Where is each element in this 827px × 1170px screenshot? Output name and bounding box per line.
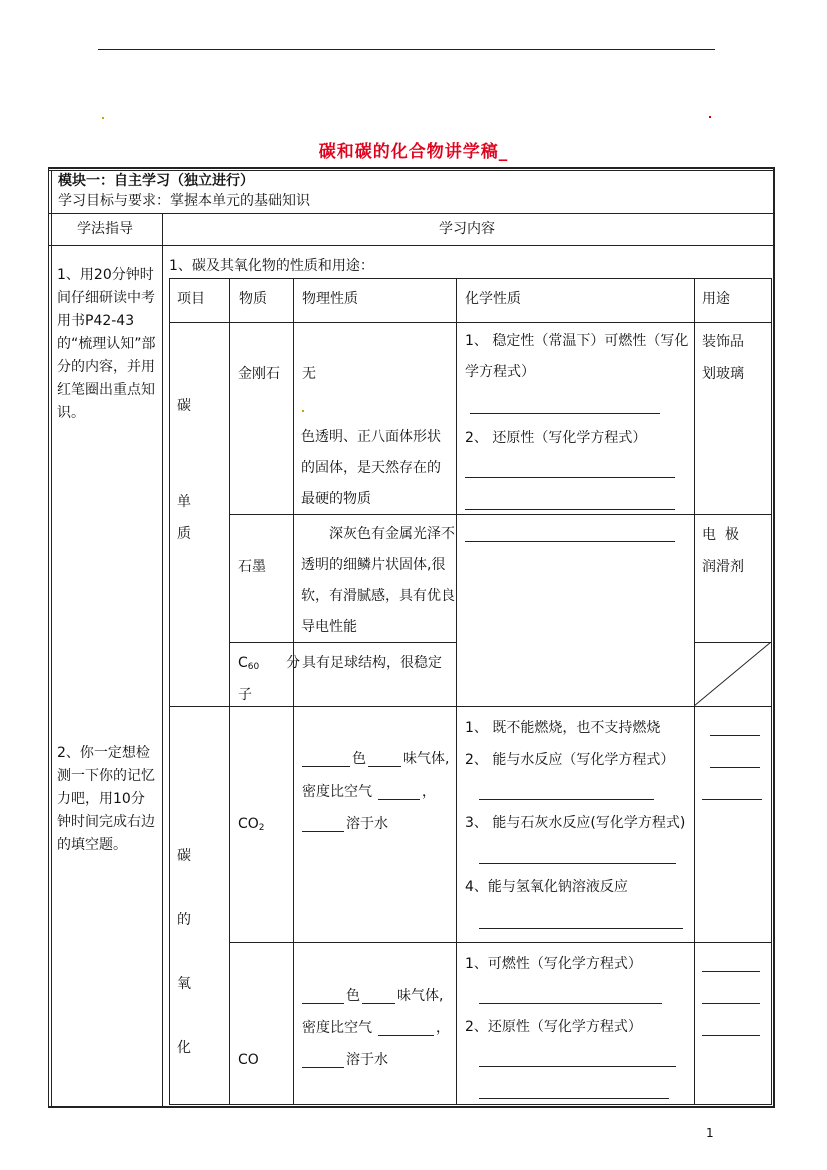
diamond-physical: 色透明、正八面体形状的固体，是天然存在的最硬的物质: [301, 429, 441, 507]
inner-table-border: [169, 278, 772, 279]
page-number: 1: [706, 1126, 714, 1140]
answer-blank: [702, 799, 762, 800]
group-oxide: 氧: [177, 976, 191, 992]
diamond-use: 装饰品: [702, 334, 744, 350]
inner-table-border: [169, 706, 772, 707]
answer-blank: [362, 1003, 395, 1004]
table-border: [48, 170, 775, 171]
group-oxide: 化: [177, 1040, 191, 1056]
inner-table-border: [229, 942, 772, 943]
table-border: [48, 1106, 775, 1108]
substance-co2: [238, 817, 265, 833]
answer-blank: [702, 1035, 760, 1036]
answer-blank: [479, 1003, 662, 1004]
inner-table-border: [169, 1104, 772, 1105]
co2-chem-3: 3、 能与石灰水反应(写化学方程式): [465, 815, 686, 831]
inner-table-border: [229, 278, 230, 1105]
graphite-use: 电 极: [702, 527, 739, 543]
marker-dot: [709, 116, 711, 118]
header-item: 项目: [177, 291, 205, 307]
inner-table-border: [293, 278, 294, 1105]
graphite-use: 润滑剂: [702, 559, 744, 575]
c60-physical: 具有足球结构，很稳定: [302, 655, 442, 671]
substance-c60: 子: [238, 687, 252, 703]
answer-blank: [710, 735, 760, 736]
co2-subscript: 2: [258, 823, 265, 833]
co2-chem-4: 4、能与氢氧化钠溶液反应: [465, 879, 628, 895]
table-border: [48, 245, 775, 246]
diagonal-cell: [694, 642, 772, 707]
header-use: 用途: [702, 291, 730, 307]
co2-physical: ，: [422, 784, 436, 800]
substance-diamond: 金刚石: [238, 366, 280, 382]
diamond-use: 划玻璃: [702, 366, 744, 382]
co-physical: ，: [436, 1020, 450, 1036]
c60-symbol: C: [238, 655, 248, 671]
answer-blank: [302, 1067, 344, 1068]
graphite-physical: 深灰色有金属光泽不透明的细鳞片状固体,很软，有滑腻感，具有优良 导电性能: [301, 526, 455, 635]
group-carbon: 碳: [177, 398, 191, 414]
answer-blank: [479, 863, 676, 864]
guide-step-2: 2、你一定想检测一下你的记忆力吧，用10分钟时间完成右边的填空题。: [57, 745, 155, 853]
col-header-guide: 学法指导: [77, 221, 133, 237]
answer-blank: [465, 541, 675, 542]
answer-blank: [710, 767, 760, 768]
section-heading: 1、碳及其氧化物的性质和用途：: [169, 258, 374, 274]
co-physical: 密度比空气: [302, 1020, 372, 1036]
substance-graphite: 石墨: [238, 559, 266, 575]
table-border: [773, 167, 775, 1108]
table-border: [48, 167, 49, 1108]
header-chemical: 化学性质: [465, 291, 521, 307]
module-goal: 学习目标与要求：掌握本单元的基础知识: [58, 193, 310, 209]
answer-blank: [479, 799, 654, 800]
marker-dot: [102, 117, 104, 119]
co-physical: 味气体,: [397, 988, 444, 1004]
answer-blank: [702, 1003, 760, 1004]
header-substance: 物质: [239, 291, 267, 307]
co2-physical: 色: [352, 751, 366, 767]
table-border: [51, 170, 52, 1106]
group-carbon: 质: [177, 526, 191, 542]
answer-blank: [302, 1003, 344, 1004]
group-oxide: 碳: [177, 848, 191, 864]
co2-chem-2: 2、 能与水反应（写化学方程式）: [465, 752, 675, 768]
guide-step-1: 1、用20分钟时间仔细研读中考用书P42-43的“梳理认知”部分的内容，并用红笔圈出重点知识。: [57, 267, 156, 421]
c60-subscript: 60: [247, 662, 260, 672]
table-border: [162, 213, 163, 1108]
answer-blank: [302, 766, 350, 767]
marker-dot: [302, 410, 304, 412]
answer-blank: [378, 799, 420, 800]
co-physical: 溶于水: [346, 1052, 388, 1068]
inner-table-border: [169, 322, 772, 323]
header-rule: [98, 49, 715, 50]
inner-table-border: [169, 278, 170, 1105]
substance-c60: [238, 656, 300, 672]
answer-blank: [302, 831, 344, 832]
diamond-chem-2: 2、 还原性（写化学方程式）: [465, 430, 647, 446]
group-oxide: 的: [177, 912, 191, 928]
answer-blank: [465, 509, 675, 510]
co2-physical: 溶于水: [346, 816, 388, 832]
table-border: [48, 213, 775, 214]
diamond-physical: 无: [302, 366, 316, 382]
answer-blank: [479, 1066, 676, 1067]
answer-blank: [368, 766, 401, 767]
document-title: 碳和碳的化合物讲学稿_: [318, 142, 509, 162]
answer-blank: [702, 971, 760, 972]
c60-label: 分: [277, 655, 301, 671]
group-carbon: 单: [177, 494, 191, 510]
answer-blank: [479, 1098, 669, 1099]
co-chem-2: 2、还原性（写化学方程式）: [465, 1019, 642, 1035]
table-border: [48, 167, 775, 169]
co2-symbol: CO: [238, 816, 259, 832]
col-header-content: 学习内容: [439, 221, 495, 237]
inner-table-border: [456, 278, 457, 1105]
header-physical: 物理性质: [302, 291, 358, 307]
diamond-chem-1: 1、 稳定性（常温下）可燃性（写化学方程式）: [465, 333, 689, 380]
module-header: 模块一：自主学习（独立进行）: [58, 173, 254, 189]
answer-blank: [465, 477, 675, 478]
answer-blank: [378, 1035, 434, 1036]
co2-physical: 密度比空气: [302, 784, 372, 800]
co2-chem-1: 1、 既不能燃烧，也不支持燃烧: [465, 720, 661, 736]
co-physical: 色: [346, 988, 360, 1004]
answer-blank: [479, 928, 683, 929]
co2-physical: 味气体,: [403, 751, 450, 767]
substance-co: CO: [238, 1052, 259, 1068]
co-chem-1: 1、可燃性（写化学方程式）: [465, 956, 642, 972]
answer-blank: [470, 413, 660, 414]
